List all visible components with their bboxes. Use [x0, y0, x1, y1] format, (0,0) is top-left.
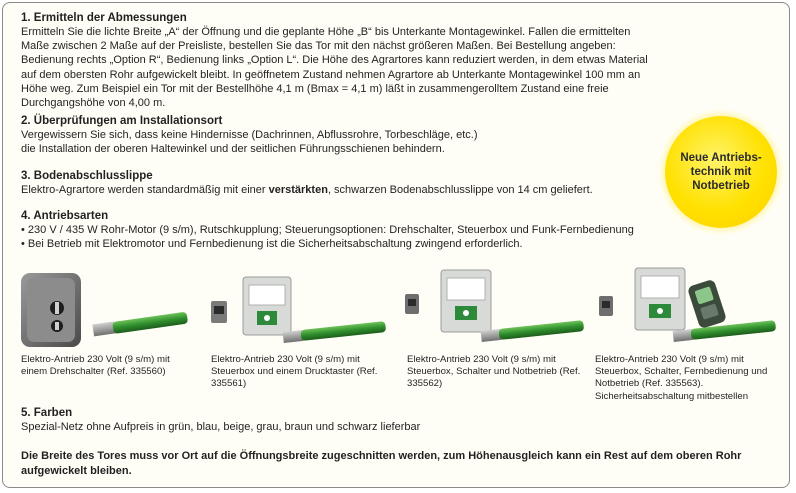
section-drive-types [21, 209, 721, 251]
section-heading: 4. Antriebsarten [21, 210, 109, 222]
product-caption: Elektro-Antrieb 230 Volt (9 s/m) mit Steuerbox, Schalter, Fernbedienung und Notbetrieb (Ref. 335563). Sicherheitsabschaltung mitbestellen [595, 354, 768, 402]
section-site-check [21, 114, 661, 156]
text-segment: Elektro-Agrartore werden standardmäßig mit einer [21, 184, 269, 196]
product-image-control-box-push-button [193, 273, 393, 353]
product-caption: Elektro-Antrieb 230 Volt (9 s/m) mit einem Drehschalter (Ref. 335560) [21, 354, 170, 378]
text-segment: , schwarzen Bodenabschlusslippe von 14 cm geliefert. [327, 184, 593, 196]
product-image-control-box-remote [583, 266, 783, 353]
product-caption: Elektro-Antrieb 230 Volt (9 s/m) mit Steuerbox und einem Drucktaster (Ref. 335561) [211, 354, 378, 390]
switch [405, 294, 419, 314]
section-heading: 1. Ermitteln der Abmessungen [21, 12, 187, 24]
text-emphasis: verstärkten [268, 184, 328, 196]
tubular-motor [283, 321, 387, 343]
control-box [441, 270, 491, 332]
document-frame [2, 2, 790, 488]
section-colors [21, 406, 621, 434]
product-image-control-box-switch-emergency [391, 268, 591, 353]
control-box [243, 277, 291, 335]
new-technology-badge [665, 116, 777, 228]
list-item: • 230 V / 435 W Rohr-Motor (9 s/m), Rutschkupplung; Steuerungsoptionen: Drehschalter, Steuerbox und Funk-Fernbedienung [21, 223, 721, 237]
switch [599, 296, 613, 316]
tubular-motor [673, 320, 777, 342]
footer-note [21, 449, 771, 478]
push-button [211, 301, 227, 323]
tubular-motor [481, 320, 585, 342]
product-caption: Elektro-Antrieb 230 Volt (9 s/m) mit Steuerbox, Schalter und Notbetrieb (Ref. 335562) [407, 354, 581, 390]
rotary-switch-box [21, 273, 81, 347]
section-heading: 2. Überprüfungen am Installationsort [21, 115, 223, 127]
control-box [635, 268, 685, 330]
section-text [21, 183, 661, 197]
section-text: Ermitteln Sie die lichte Breite „A“ der Öffnung und die geplante Höhe „B“ bis Unterkante Montagewinkel. Fallen die ermittelten Maße zwischen 2 Maße auf der Preisliste, bestellen Sie das Tor mit den nächst größeren Maßen. Bei Bestellung angeben: Bedienung rechts „Option R“, Bedienung links „Option L“. Die Höhe des Agrartores kann reduziert werden, in dem etwas Material auf dem obersten Rohr aufgewickelt bleibt. In geöffnetem Zustand nehmen Agrartore ab Unterkante Montagewinkel 100 mm an Höhe weg. Zum Beispiel ein Tor mit der Bestellhöhe 4,1 m (Bmax = 4,1 m) läßt in zusammengerolltem Zustand eine freie Durchgangshöhe von 4,00 m. [21, 26, 648, 110]
section-heading: 3. Bodenabschlusslippe [21, 170, 153, 182]
section-text-line: die Installation der oberen Haltewinkel und der seitlichen Führungsschienen behindern. [21, 143, 445, 156]
section-text-line: Vergewissern Sie sich, dass keine Hindernisse (Dachrinnen, Abflussrohre, Torbeschläge, etc.) [21, 129, 478, 141]
remote-control [687, 279, 727, 329]
product-image-rotary-switch [13, 268, 193, 353]
section-bottom-lip [21, 169, 661, 197]
bullet-list [21, 223, 721, 251]
list-item: • Bei Betrieb mit Elektromotor und Fernbedienung ist die Sicherheitsabschaltung zwingend erforderlich. [21, 237, 721, 251]
badge-text: Neue Antriebs-technik mit Notbetrieb [680, 152, 762, 192]
section-heading: 5. Farben [21, 407, 73, 419]
section-text: Spezial-Netz ohne Aufpreis in grün, blau, beige, grau, braun und schwarz lieferbar [21, 421, 421, 433]
footer-text: Die Breite des Tores muss vor Ort auf die Öffnungsbreite zugeschnitten werden, zum Höhenausgleich kann ein Rest auf dem oberen Rohr aufgewickelt bleiben. [21, 450, 742, 477]
tubular-motor [92, 312, 188, 337]
section-dimensions [21, 11, 661, 110]
